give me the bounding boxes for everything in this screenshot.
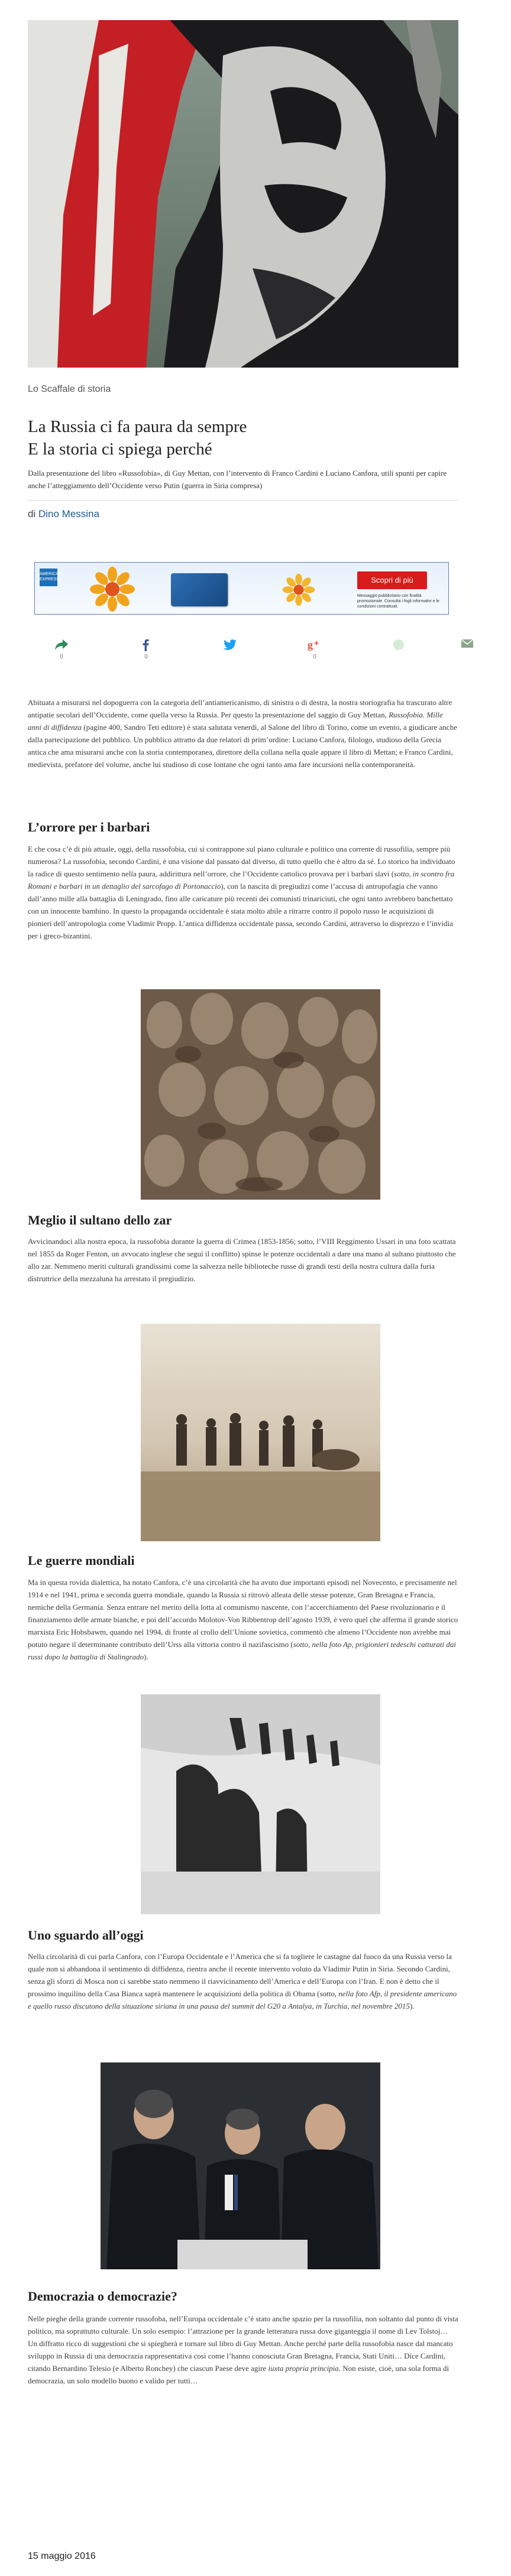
twitter-share-button[interactable] [212,638,248,651]
share-button[interactable] [44,638,79,660]
publication-date: 15 maggio 2016 [28,2551,96,2561]
obama-putin-photo [101,2062,380,2269]
advert-fine-print: Messaggio pubblicitario con finalità promozionale. Consulta i fogli informativi e le condizioni contrattuali. [357,594,439,609]
googleplus-icon [307,638,322,651]
section-heading-4: Uno sguardo all’oggi [28,1928,144,1942]
share-arrow-icon [54,638,69,651]
stalingrad-prisoners-photo [141,1694,380,1914]
facebook-share-button[interactable] [128,638,164,660]
title-line-2: E la storia ci spiega perché [28,440,212,459]
email-icon [461,638,474,649]
email-share-button[interactable] [449,638,485,649]
hero-image [28,20,458,368]
facebook-count: 0 [144,654,148,660]
whatsapp-icon [392,638,405,651]
credit-card-image [171,573,228,606]
section-2-paragraph: Avvicinandoci alla nostra epoca, la russofobia durante la guerra di Crimea (1853-1856; sotto, l’VIII Reggimento Ussari in una foto scattata nel 1855 da Roger Fenton, un avvocato inglese che seguì il conflitto) spinse le potenze occidentali a dare una mano al sultano piuttosto che allo zar. Nemmeno meriti culturali grandissimi come la salvezza nelle biblioteche russe di grandi testi della nostra cultura dalla furia distruttrice della mezzaluna ha arrestato il pregiudizio. [28,1237,456,1283]
advert-banner[interactable] [34,562,449,615]
section-heading-5: Democrazia o democrazie? [28,2289,177,2304]
section-3-paragraph: Ma in questa rovida dialettica, ha notato Canfora, c’è una circolarità che ha avuto due importanti episodi nel Novecento, e precisamente nel 1914 e nel 1941, prima e seconda guerra mondiale, quando la Russia si ritrovò alleata delle stesse potenze, Gran Bretagna e Francia, nemiche della Germania. Senza entrare nel merito della lotta al comunismo nascente, con l’accerchiamento del Paese rivoluzionario e il finanziamento delle armate bianche, e poi dell’accordo Molotov-Von Ribbentrop dell’agosto 1939, è vero quel che afferma il grande storico marxista Eric Hobsbawm, quando nel 1994, di fronte al crollo dell’Unione sovietica, commentò che almeno l’Occidente non avrebbe mai potuto negare il determinante contributo dell’Urss alla vittoria contro il nazifascismo (sotto, nella foto Ap, prigionieri tedeschi catturati dai russi dopo la battaglia di Stalingrado). [28,1578,458,1661]
twitter-icon [223,638,237,651]
article-title [28,415,465,460]
divider [28,500,458,501]
section-heading-3: Le guerre mondiali [28,1553,135,1568]
section-label[interactable]: Lo Scaffale di storia [28,384,111,394]
svg-text:+: + [314,638,319,648]
article-lead: Dalla presentazione del libro «Russofobia», di Guy Mettan, con l’intervento di Franco Cardini e Luciano Canfora, utili spunti per capire anche l’atteggiamento dell’Occidente verso Putin (guerra in Siria compresa) [28,469,447,490]
byline-prefix: di [28,508,36,519]
crimean-war-photo [141,1324,380,1541]
share-bar [28,638,458,680]
section-heading-1: L’orrore per i barbari [28,820,150,834]
sarcophagus-photo [141,989,380,1200]
svg-text:g: g [308,639,313,651]
flower-icon [89,566,135,612]
intro-paragraph: Abituata a misurarsi nel dopoguerra con la categoria dell’antiamericanismo, di sinistra o di destra, la nostra storiografia ha trascurato altre antipatie secolari dell’Occidente, come quella verso la Russia. Per questo la presentazione del saggio di Guy Mettan, Russofobia. Mille anni di diffidenza (pagine 400, Sandro Teti editore) è stata salutata venerdì, al Salone del libro di Torino, come un evento, a giudicare anche dalla partecipazione del pubblico. Un pubblico attratto da due relatori di prim’ordine: Luciano Canfora, filologo, studioso della Grecia antica che ama misurarsi anche con la storia contemporanea, direttore della collana nella quale appare il libro di Mettan; e Franco Cardini, medievista, prefatore del volume, anche lui studioso di cose lontane che ogni tanto ama fare incursioni nella contemporaneità. [28,698,457,769]
book-title: Russofobia. Mille anni di diffidenza [28,710,443,732]
title-line-1: La Russia ci fa paura da sempre [28,417,247,436]
section-1-paragraph: E che cosa c’è di più attuale, oggi, della russofobia, cui si contrappone sul piano culturale e politico una corrente di russofilia, sempre più numerosa? La russofobia, secondo Cardini, è una visione dal passato dal diverso, di tutto quello che è altro da sé. Lo storico ha individuato la radice di questo sentimento nella paura, addirittura nell’orrore, che l’Occidente cattolico provava per i barbari slavi (sotto, in scontro fra Romani e barbari in un dettaglio del sarcofago di Portonaccio), con la nascita di pregiudizi come l’accusa di antropofagia che vanno dall’anno mille alla battaglia di Leningrado, fino alle caricature più recenti dei comunisti trinariciuti, che ogni tanto avrebbero banchettato con un innocente bambino. In questo la propaganda occidentale è stata molto abile a ritrarre contro il popolo russo le acquisizioni di pionieri dell’antropologia come Vladimir Propp. L’antica diffidenza occidentale passa, secondo Cardini, attraverso lo disprezzo e l’invidia per i greco-bizantini. [28,844,455,940]
whatsapp-share-button[interactable] [381,638,416,651]
section-heading-2: Meglio il sultano dello zar [28,1213,172,1227]
flower-icon-small [282,573,315,606]
googleplus-share-button[interactable] [297,638,332,660]
author-link[interactable]: Dino Messina [38,508,99,519]
byline [28,508,99,520]
section-5-paragraph: Nelle pieghe della grande corrente russofoba, nell’Europa occidentale c’è stato anche spazio per la russofilia, non soltanto dal punto di vista politico, ma soprattutto culturale. Un solo esempio: l’attrazione per la grande letteratura russa dove giganteggia il nome di Lev Tolstoj… Un diffratto ricco di suggestioni che si spiegherà e tornare sul libro di Guy Mettan. Anche perché parte della russofobia nasce dal mancato sviluppo in Russia di una democrazia rappresentativa così come l’hanno conosciuta Gran Bretagna, Francia, Stati Uniti… Dice Cardini, citando Bernardino Telesio (e Alberto Ronchey) che ciascun Paese deve agire iuxta propria principia. Non esiste, cioè, una sola forma di democrazia, un solo modello buono e valido per tutti… [28,2314,458,2385]
googleplus-count: 0 [313,654,316,660]
amex-logo: AMERICAN EXPRESS [40,569,57,586]
share-count: 0 [60,654,63,660]
facebook-icon [140,638,153,651]
section-4-paragraph: Nella circolarità di cui parla Canfora, con l’Europa Occidentale e l’America che si fa togliere le castagne dal fuoco da una Russia verso la quale non si abbandona il sentimento di diffidenza, rientra anche il recente intervento voluto da Vladimir Putin in Siria. Secondo Cardini, senza gli sforzi di Mosca non ci sarebbe stato nemmeno il riavvicinamento dell’America e dell’Europa con l’Iran. E non è detto che il prossimo inquilino della Casa Bianca saprà mantenere le acquisizioni della politica di Obama (sotto, nella foto Afp, il presidente americano e quello russo discutono della situazione siriana in una pausa del summit del G20 a Antalya, in Turchia, nel novembre 2015). [28,1952,457,2010]
advert-cta-button[interactable]: Scopri di più [357,571,427,589]
